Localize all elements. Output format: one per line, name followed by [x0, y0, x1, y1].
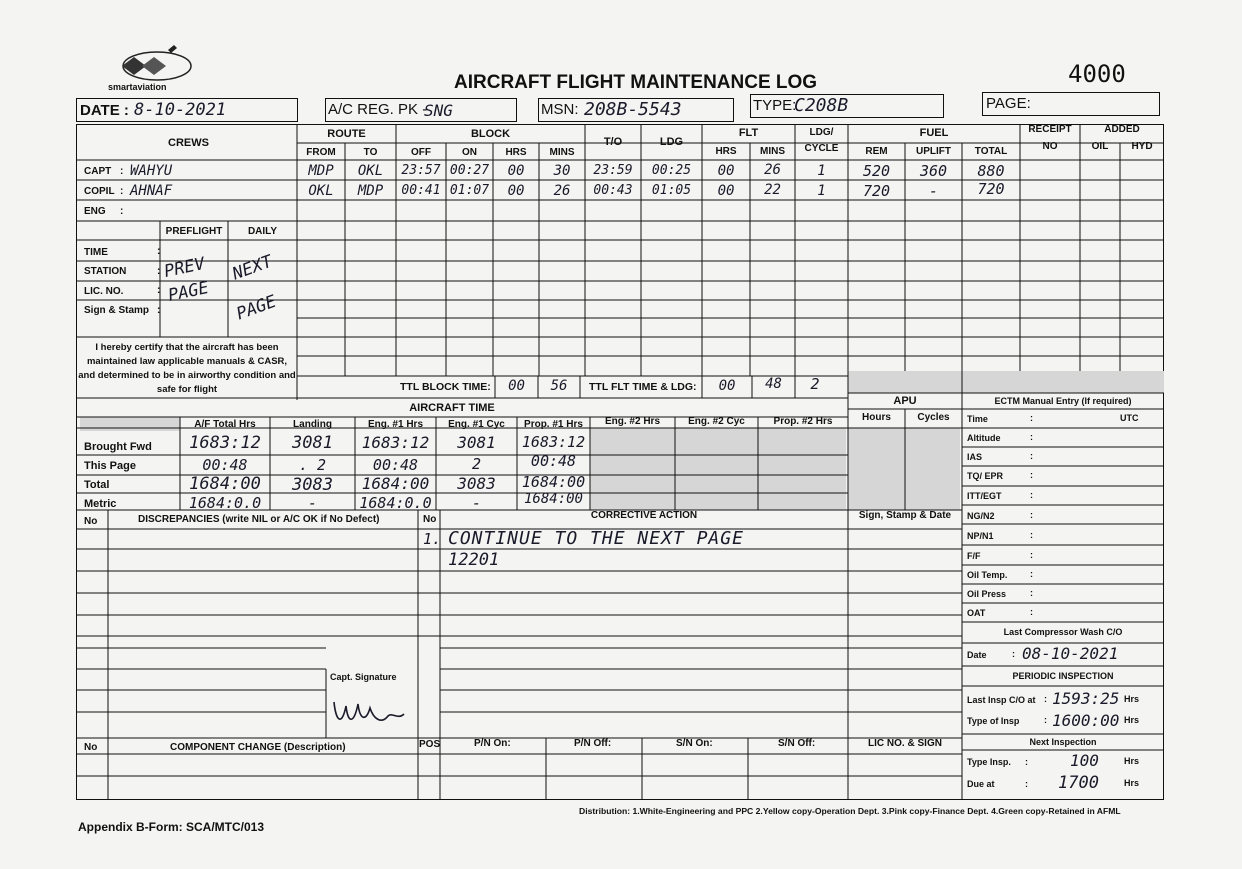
- row1-to: OKL: [357, 163, 384, 179]
- uplift-header: UPLIFT: [916, 146, 951, 157]
- sign-stamp-label: Sign & Stamp: [84, 305, 150, 316]
- wash-date-label: Date: [967, 650, 987, 660]
- af-total-header: A/F Total Hrs: [194, 419, 256, 430]
- ectm-tq-colon: :: [1030, 470, 1033, 480]
- capt-label: CAPT: [84, 166, 112, 177]
- corrective-entry-ref: 12201: [448, 550, 500, 570]
- row1-total: 880: [977, 162, 1005, 180]
- ectm-ng-colon: :: [1030, 510, 1033, 520]
- aircraft-time-title: AIRCRAFT TIME: [409, 402, 495, 414]
- ectm-ias-colon: :: [1030, 451, 1033, 461]
- row2-off: 00:41: [401, 183, 441, 198]
- type-insp-hrs: Hrs: [1124, 715, 1140, 725]
- row1-uplift: 360: [919, 162, 948, 180]
- row1-to-time: 23:59: [593, 163, 633, 178]
- brought-fwd-landing: 3081: [292, 433, 333, 453]
- metric-af: 1684:0.0: [188, 494, 262, 512]
- ectm-oil-press-colon: :: [1030, 588, 1033, 598]
- ectm-oil-press: Oil Press: [967, 589, 1007, 599]
- row1-from: MDP: [308, 163, 334, 179]
- brought-fwd-eng1: 1683:12: [361, 433, 430, 452]
- receipt-header: RECEIPT: [1028, 124, 1072, 135]
- metric-eng1: 1684:0.0: [359, 494, 432, 512]
- ldg-header: LDG: [659, 136, 684, 148]
- capt-signature-label: Capt. Signature: [330, 672, 397, 682]
- lic-label: LIC. NO.: [84, 286, 124, 297]
- eng1-hrs-header: Eng. #1 Hrs: [367, 419, 424, 430]
- time-colon: :: [157, 246, 161, 257]
- last-wash-title: Last Compressor Wash C/O: [1003, 627, 1123, 637]
- ldg-cycle-header-1: LDG/: [809, 127, 834, 138]
- eng2-hrs-header: Eng. #2 Hrs: [604, 416, 661, 427]
- form-number: 4000: [1068, 60, 1126, 88]
- ectm-ff: F/F: [967, 551, 981, 561]
- type-label: TYPE:: [753, 97, 797, 114]
- row2-hrs: 00: [507, 183, 525, 199]
- next-type-hrs: Hrs: [1124, 756, 1140, 766]
- last-insp-colon: :: [1044, 694, 1047, 704]
- row1-flt-hrs: 00: [717, 163, 735, 179]
- row2-cycle: 1: [817, 183, 826, 199]
- row2-rem: 720: [862, 182, 891, 200]
- ldg-cycle-header-2: CYCLE: [804, 143, 839, 154]
- ectm-ff-colon: :: [1030, 550, 1033, 560]
- certify-statement: I hereby certify that the aircraft has been maintained law applicable manuals & CASR, and determined to be in airworthy condition and safe for flight: [78, 342, 296, 395]
- component-no-header: No: [84, 742, 98, 753]
- row1-mins: 30: [553, 163, 571, 179]
- this-page-af: 00:48: [202, 456, 248, 474]
- due-at-value: 1700: [1058, 773, 1099, 793]
- sign-colon: :: [157, 305, 161, 316]
- station-colon: :: [157, 266, 161, 277]
- total-prop1: 1684:00: [521, 473, 586, 491]
- metric-label: Metric: [84, 498, 117, 510]
- preflight-header: PREFLIGHT: [165, 226, 223, 237]
- hyd-header: HYD: [1131, 141, 1153, 152]
- ectm-oil-temp-colon: :: [1030, 569, 1033, 579]
- logo-text: smartaviation: [108, 82, 167, 92]
- row1-hrs: 00: [507, 163, 525, 179]
- corrective-no-header: No: [423, 514, 437, 525]
- ectm-oil-temp: Oil Temp.: [967, 570, 1008, 580]
- this-page-landing: . 2: [298, 456, 327, 474]
- next-type-value: 100: [1070, 751, 1099, 770]
- ttl-block-label: TTL BLOCK TIME:: [400, 381, 491, 393]
- next-inspection-title: Next Inspection: [1029, 737, 1097, 747]
- brought-fwd-cyc1: 3081: [457, 433, 496, 452]
- distribution-note: Distribution: 1.White-Engineering and PPC 2.Yellow copy-Operation Dept. 3.Pink copy-Finance Dept. 4.Green copy-Retained in AFML: [579, 806, 1121, 816]
- ttl-flt-hrs: 00: [718, 378, 736, 394]
- off-header: OFF: [411, 147, 431, 158]
- msn-label: MSN:: [541, 101, 579, 118]
- ectm-altitude: Altitude: [967, 433, 1001, 443]
- metric-cyc1: -: [471, 494, 482, 512]
- lic-colon: :: [157, 285, 161, 296]
- flt-mins-header: MINS: [760, 146, 785, 157]
- row2-uplift: -: [928, 182, 939, 200]
- flt-header: FLT: [738, 127, 759, 139]
- time-label: TIME: [84, 247, 108, 258]
- block-header: BLOCK: [470, 128, 511, 140]
- row2-from: OKL: [308, 183, 334, 199]
- prev-note-line1: PREV: [162, 253, 207, 283]
- station-label: STATION: [84, 266, 127, 277]
- ectm-np-colon: :: [1030, 530, 1033, 540]
- landing-header: Landing: [293, 419, 332, 430]
- eng1-cyc-header: Eng. #1 Cyc: [448, 419, 505, 430]
- sn-off-header: S/N Off:: [778, 738, 816, 749]
- date-label: DATE :: [80, 102, 129, 119]
- metric-prop1: 1684:00: [523, 491, 583, 507]
- periodic-inspection-title: PERIODIC INSPECTION: [1012, 671, 1114, 681]
- fuel-header: FUEL: [919, 127, 949, 139]
- ectm-ias: IAS: [967, 452, 983, 462]
- crews-header: CREWS: [168, 137, 209, 149]
- component-change-header: COMPONENT CHANGE (Description): [170, 742, 346, 753]
- total-fuel-header: TOTAL: [974, 146, 1008, 157]
- corrective-action-header: CORRECTIVE ACTION: [590, 510, 698, 521]
- row1-cycle: 1: [817, 163, 826, 179]
- eng-colon: :: [120, 206, 124, 217]
- total-af: 1684:00: [189, 474, 261, 494]
- ttl-block-mins: 56: [550, 378, 568, 394]
- row2-ldg: 01:05: [651, 183, 692, 198]
- copil-label: COPIL: [84, 186, 115, 197]
- due-at-label: Due at: [967, 779, 995, 789]
- msn-value: 208B-5543: [584, 99, 682, 120]
- to-header: TO: [363, 147, 378, 158]
- ttl-flt-label: TTL FLT TIME & LDG:: [589, 381, 697, 393]
- total-landing: 3083: [292, 475, 333, 495]
- ttl-ldg: 2: [810, 375, 820, 393]
- type-insp-label: Type of Insp: [967, 716, 1020, 726]
- to-time-header: T/O: [603, 136, 623, 148]
- discrepancies-header: DISCREPANCIES (write NIL or A/C OK if No Defect): [138, 514, 380, 525]
- last-insp-hrs: Hrs: [1124, 694, 1140, 704]
- row2-total: 720: [977, 180, 1005, 198]
- ac-reg-label: A/C REG. PK -: [328, 101, 428, 118]
- metric-landing: -: [307, 494, 318, 512]
- due-at-colon: :: [1025, 779, 1028, 789]
- ectm-itt: ITT/EGT: [967, 491, 1002, 501]
- total-cyc1: 3083: [457, 474, 496, 493]
- this-page-prop1: 00:48: [530, 452, 577, 470]
- flt-hrs-header: HRS: [715, 146, 737, 157]
- from-header: FROM: [306, 147, 336, 158]
- rem-header: REM: [865, 146, 888, 157]
- eng2-cyc-header: Eng. #2 Cyc: [688, 416, 745, 427]
- date-value: 8-10-2021: [134, 100, 227, 120]
- row1-rem: 520: [862, 162, 891, 180]
- next-note-line1: NEXT: [229, 251, 276, 285]
- brought-fwd-prop1: 1683:12: [521, 433, 586, 451]
- receipt-no-header: NO: [1042, 141, 1058, 152]
- form-reference: Appendix B-Form: SCA/MTC/013: [78, 820, 265, 834]
- ectm-oat: OAT: [967, 608, 986, 618]
- prop1-hrs-header: Prop. #1 Hrs: [524, 419, 583, 430]
- prop2-hrs-header: Prop. #2 Hrs: [773, 416, 833, 427]
- wash-date-value: 08-10-2021: [1022, 644, 1119, 663]
- copil-colon: :: [120, 186, 124, 197]
- copil-name: AHNAF: [130, 183, 173, 199]
- on-header: ON: [462, 147, 477, 158]
- apu-hours-header: Hours: [862, 412, 891, 423]
- next-note-line2: PAGE: [233, 291, 280, 325]
- row2-to: MDP: [357, 183, 384, 199]
- ectm-np: NP/N1: [967, 531, 994, 541]
- apu-cycles-header: Cycles: [917, 412, 950, 423]
- ectm-altitude-colon: :: [1030, 432, 1033, 442]
- ttl-block-hrs: 00: [508, 378, 525, 394]
- sign-stamp-date-header: Sign, Stamp & Date: [858, 510, 952, 521]
- pn-off-header: P/N Off:: [574, 738, 612, 749]
- ectm-utc: UTC: [1120, 413, 1139, 423]
- ectm-tq: TQ/ EPR: [967, 471, 1004, 481]
- next-type-colon: :: [1025, 757, 1028, 767]
- row1-on: 00:27: [449, 163, 490, 178]
- brought-fwd-af: 1683:12: [189, 433, 261, 453]
- form-title: AIRCRAFT FLIGHT MAINTENANCE LOG: [454, 72, 818, 93]
- ectm-itt-colon: :: [1030, 490, 1033, 500]
- capt-name: WAHYU: [130, 163, 173, 179]
- this-page-label: This Page: [84, 460, 136, 472]
- ac-reg-value: SNG: [424, 101, 453, 120]
- type-value: C208B: [794, 95, 849, 116]
- sn-on-header: S/N On:: [676, 738, 713, 749]
- row1-off: 23:57: [401, 163, 441, 178]
- row1-ldg: 00:25: [651, 163, 692, 178]
- capt-colon: :: [120, 166, 124, 177]
- ectm-ng: NG/N2: [967, 511, 995, 521]
- corrective-entry-text: CONTINUE TO THE NEXT PAGE: [448, 528, 744, 549]
- this-page-cyc1: 2: [471, 455, 482, 473]
- apu-header: APU: [893, 395, 917, 407]
- corrective-entry-no: 1.: [423, 530, 442, 548]
- ectm-title: ECTM Manual Entry (If required): [994, 396, 1132, 406]
- ectm-time-colon: :: [1030, 413, 1033, 423]
- prev-note-line2: PAGE: [166, 277, 211, 307]
- pn-on-header: P/N On:: [474, 738, 511, 749]
- block-hrs-header: HRS: [505, 147, 527, 158]
- capt-signature-scribble: [330, 690, 410, 736]
- ttl-flt-mins: 48: [765, 376, 782, 392]
- due-at-hrs: Hrs: [1124, 778, 1140, 788]
- total-label: Total: [84, 479, 110, 491]
- row1-flt-mins: 26: [764, 162, 781, 178]
- added-header: ADDED: [1104, 124, 1140, 135]
- block-mins-header: MINS: [549, 147, 575, 158]
- row2-flt-mins: 22: [764, 182, 781, 198]
- row2-to-time: 00:43: [593, 183, 633, 198]
- daily-header: DAILY: [247, 226, 278, 237]
- this-page-eng1: 00:48: [372, 456, 419, 474]
- oil-header: OIL: [1091, 141, 1109, 152]
- brought-fwd-label: Brought Fwd: [84, 441, 152, 453]
- disc-no-header: No: [84, 516, 98, 527]
- row2-flt-hrs: 00: [717, 183, 735, 199]
- last-insp-value: 1593:25: [1052, 689, 1120, 708]
- ectm-oat-colon: :: [1030, 607, 1033, 617]
- type-insp-colon: :: [1044, 715, 1047, 725]
- row2-on: 01:07: [449, 183, 490, 198]
- type-insp-value: 1600:00: [1052, 711, 1120, 730]
- total-eng1: 1684:00: [361, 474, 430, 493]
- next-type-label: Type Insp.: [967, 757, 1011, 767]
- last-insp-label: Last Insp C/O at: [967, 695, 1036, 705]
- ectm-time: Time: [967, 414, 988, 424]
- page-label: PAGE:: [986, 95, 1031, 112]
- route-header: ROUTE: [327, 128, 366, 140]
- eng-label: ENG: [84, 206, 106, 217]
- pos-header: POS: [419, 739, 441, 750]
- lic-no-sign-header: LIC NO. & SIGN: [868, 738, 942, 749]
- row2-mins: 26: [553, 183, 571, 199]
- wash-date-colon: :: [1012, 649, 1015, 659]
